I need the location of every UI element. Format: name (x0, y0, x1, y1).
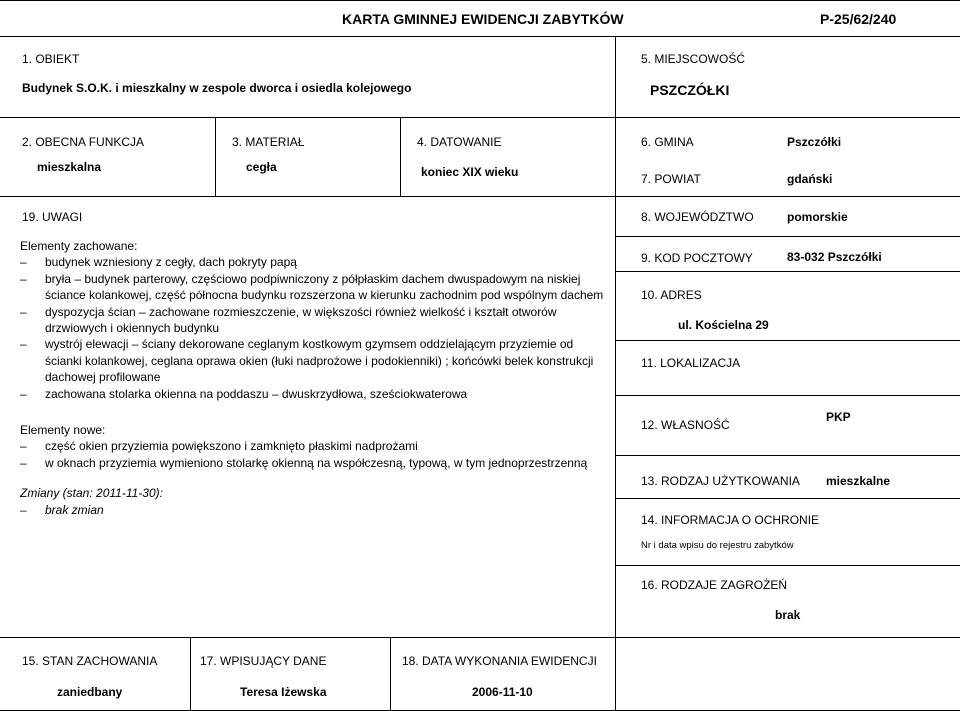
powiat-value: gdański (787, 172, 833, 186)
col-divider-material (400, 117, 401, 196)
line-under-uzytkowanie (615, 498, 960, 499)
kod-value: 83-032 Pszczółki (787, 250, 882, 264)
powiat-label: 7. POWIAT (641, 172, 701, 186)
list-item: – brak zmian (20, 502, 610, 518)
uzytkowanie-label: 13. RODZAJ UŻYTKOWANIA (641, 474, 800, 488)
data-wykonania-value: 2006-11-10 (472, 685, 533, 699)
line-under-wlasnosc (615, 455, 960, 456)
ochrona-sub: Nr i data wpisu do rejestru zabytków (641, 540, 794, 551)
gmina-value: Pszczółki (787, 135, 842, 149)
funkcja-value: mieszkalna (37, 160, 102, 174)
lokalizacja-label: 11. LOKALIZACJA (641, 356, 741, 370)
stan-value: zaniedbany (57, 685, 123, 699)
uzytkowanie-value: mieszkalne (826, 474, 891, 488)
uwagi-label: 19. UWAGI (22, 210, 83, 224)
list-item: – zachowana stolarka okienna na poddaszu – dwuskrzydłowa, sześciokwaterowa (20, 386, 610, 402)
obiekt-value: Budynek S.O.K. i mieszkalny w zespole dworca i osiedla kolejowego (22, 81, 412, 95)
funkcja-label: 2. OBECNA FUNKCJA (22, 135, 145, 149)
line-under-title (0, 36, 960, 37)
list-item: – bryła – budynek parterowy, częściowo podpiwniczony z półpłaskim dachem dwuspadowym na niskiej ściance kolankowej, część północna budynku rozszerzona w kierunku zachodnim pod wspólnym dachem (20, 271, 610, 304)
kod-label: 9. KOD POCZTOWY (641, 251, 753, 265)
gmina-label: 6. GMINA (641, 135, 694, 149)
line-under-ochrona (615, 565, 960, 566)
line-above-footer (0, 637, 960, 638)
zachowane-list (20, 254, 610, 402)
data-wykonania-label: 18. DATA WYKONANIA EWIDENCJI (402, 654, 597, 668)
uwagi-remarks (20, 238, 610, 518)
line-top (0, 0, 960, 1)
card-code: P-25/62/240 (820, 11, 897, 27)
wojewodztwo-value: pomorskie (787, 210, 848, 224)
wojewodztwo-label: 8. WOJEWÓDZTWO (641, 210, 754, 224)
wpisujacy-value: Teresa Iżewska (240, 685, 327, 699)
miejscowosc-value: PSZCZÓŁKI (650, 82, 730, 98)
ochrona-label: 14. INFORMACJA O OCHRONIE (641, 513, 820, 527)
col-divider-footer-3 (615, 637, 616, 710)
line-under-funkcja-left (0, 196, 615, 197)
zmiany-list (20, 502, 610, 518)
col-divider-funkcja (215, 117, 216, 196)
material-value: cegła (246, 160, 277, 174)
card-title: KARTA GMINNEJ EWIDENCJI ZABYTKÓW (342, 11, 624, 27)
nowe-list (20, 438, 610, 471)
line-under-wojewodztwo (615, 236, 960, 237)
miejscowosc-label: 5. MIEJSCOWOŚĆ (641, 52, 746, 66)
stan-label: 15. STAN ZACHOWANIA (22, 654, 158, 668)
zachowane-heading: Elementy zachowane: (20, 239, 138, 253)
line-under-lokalizacja (615, 395, 960, 396)
wpisujacy-label: 17. WPISUJĄCY DANE (200, 654, 327, 668)
obiekt-label: 1. OBIEKT (22, 52, 80, 66)
line-under-kod (615, 271, 960, 272)
adres-value: ul. Kościelna 29 (678, 318, 769, 332)
line-under-adres (615, 340, 960, 341)
line-under-powiat (615, 196, 960, 197)
wlasnosc-label: 12. WŁASNOŚĆ (641, 418, 730, 432)
list-item: – w oknach przyziemia wymieniono stolarkę okienną na współczesną, typową, w tym jednoprzestrzenną (20, 455, 610, 471)
nowe-heading: Elementy nowe: (20, 423, 106, 438)
material-label: 3. MATERIAŁ (232, 135, 305, 149)
datowanie-label: 4. DATOWANIE (417, 135, 502, 149)
list-item: – budynek wzniesiony z cegły, dach pokryty papą (20, 254, 610, 270)
col-divider-footer-1 (190, 637, 191, 710)
line-under-obiekt (0, 117, 960, 118)
col-divider-footer-2 (390, 637, 391, 710)
adres-label: 10. ADRES (641, 288, 702, 302)
list-item: – dyspozycja ścian – zachowane rozmieszczenie, w większości również wielkość i kształt otworów drzwiowych i okiennych budynku (20, 304, 610, 337)
list-item: – część okien przyziemia powiększono i zamknięto płaskimi nadprożami (20, 438, 610, 454)
zagrozenia-label: 16. RODZAJE ZAGROŻEŃ (641, 578, 788, 592)
zmiany-heading: Zmiany (stan: 2011-11-30): (20, 486, 163, 501)
list-item: – wystrój elewacji – ściany dekorowane ceglanym kostkowym gzymsem oddzielającym przyziemie od ścianki kolankowej, ceglana oprawa okien (łuki nadprożowe i podokienniki) ; końcówki belek konstrukcji dachowej profilowane (20, 336, 610, 385)
zagrozenia-value: brak (775, 608, 801, 622)
wlasnosc-value: PKP (826, 410, 851, 424)
datowanie-value: koniec XIX wieku (421, 165, 519, 179)
col-divider-main (615, 36, 616, 637)
